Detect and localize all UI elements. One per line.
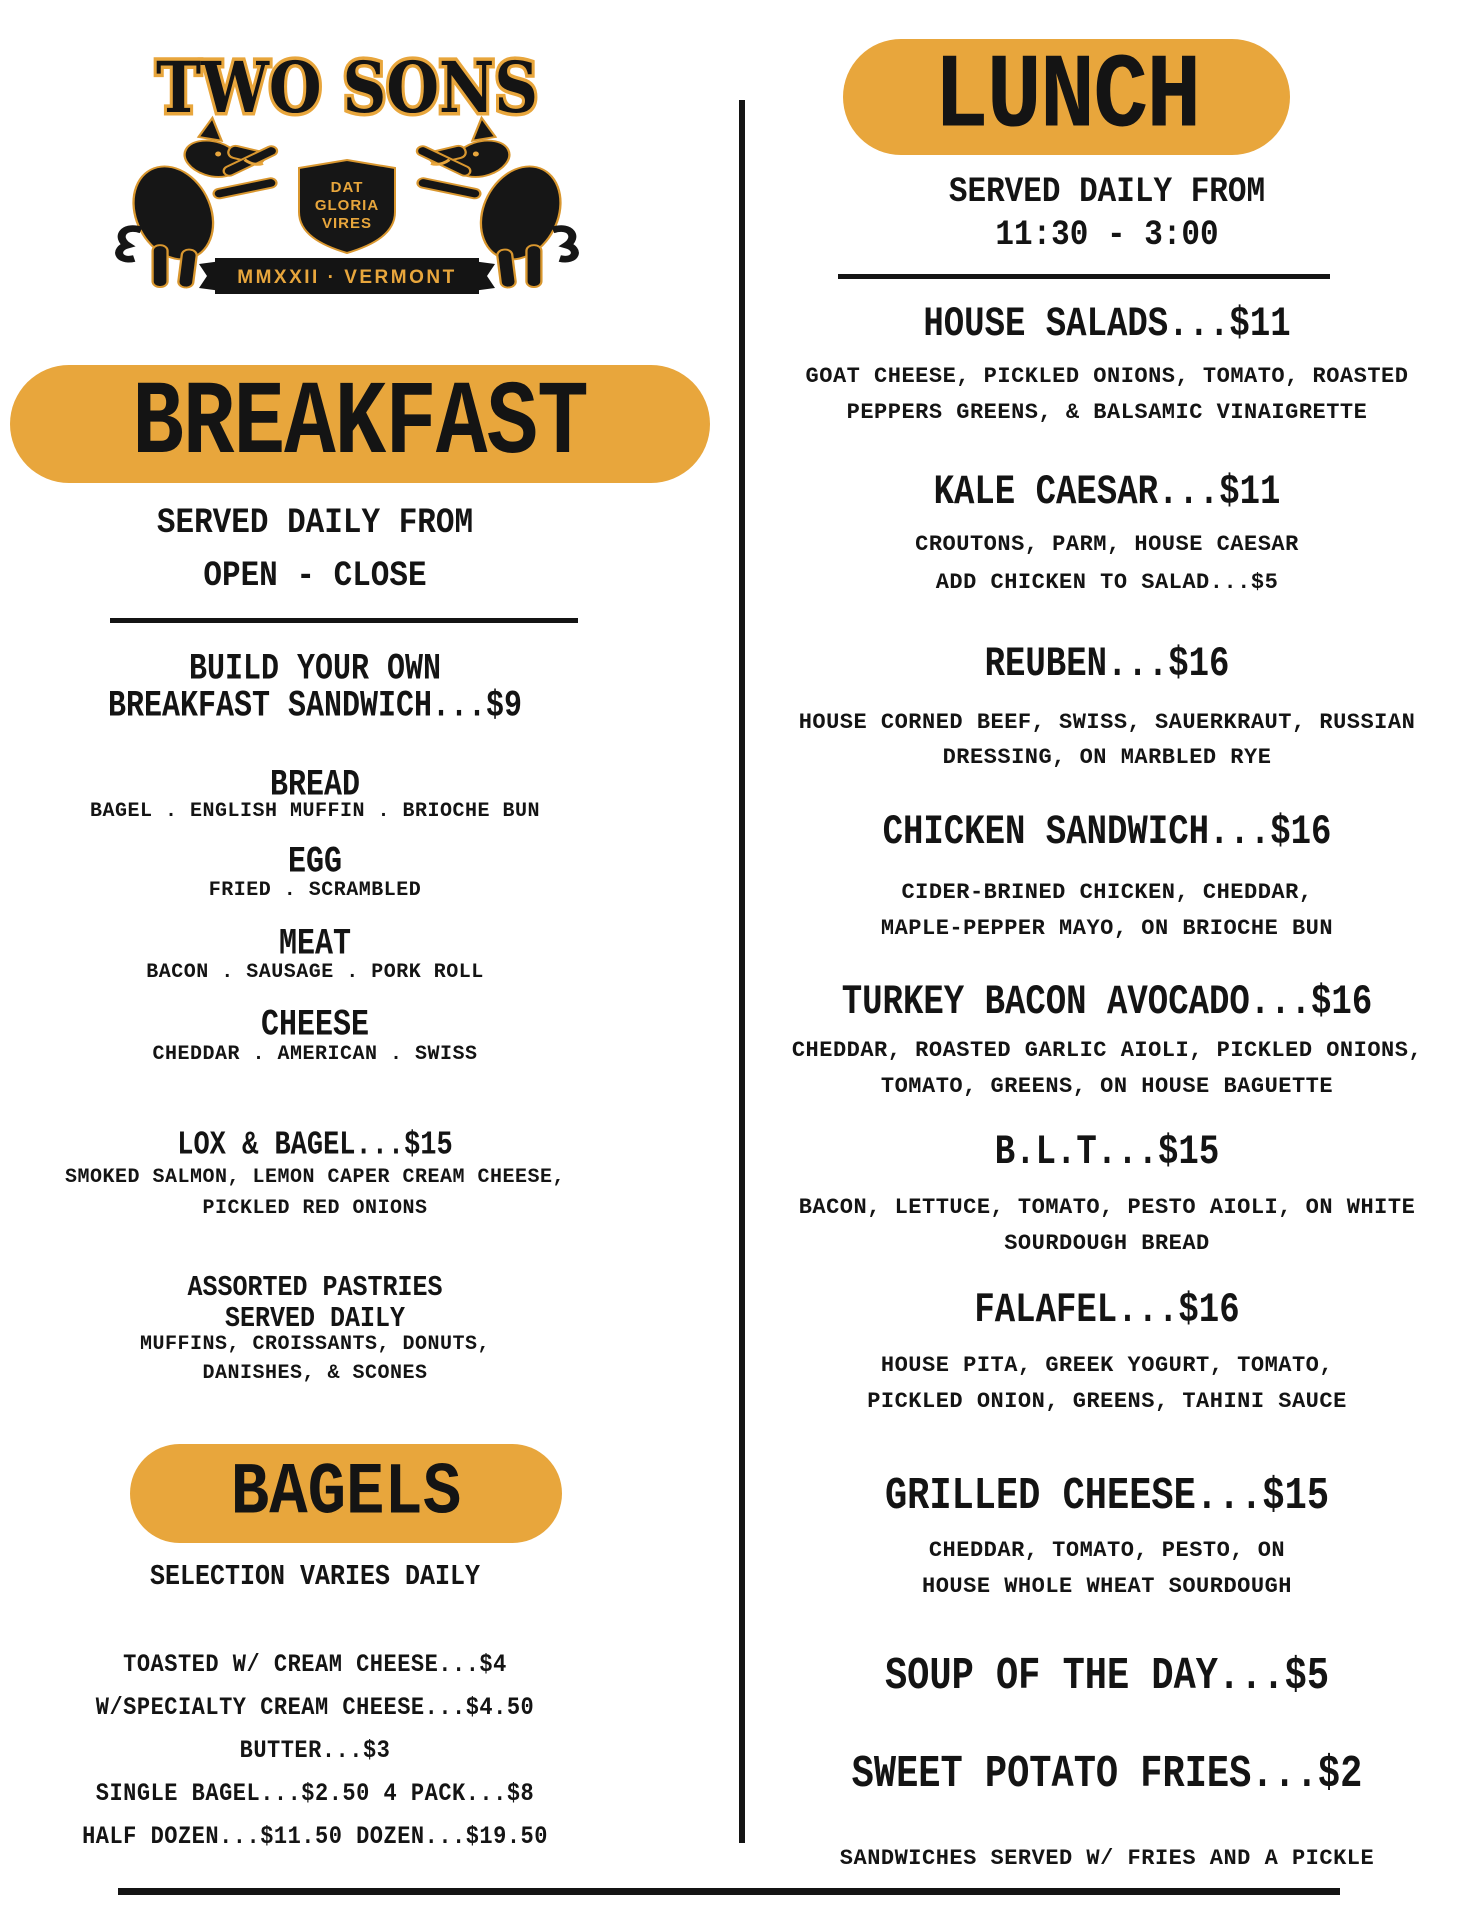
founding-banner [199,258,495,294]
menu-item-desc: MAPLE-PEPPER MAYO, ON BRIOCHE BUN [880,916,1334,941]
breakfast-served-line-2: OPEN - CLOSE [203,556,427,597]
menu-item-title: GRILLED CHEESE...$15 [884,1471,1330,1523]
breakfast-header-pill [10,365,710,483]
bagels-header-pill [130,1444,562,1543]
option-title: MEAT [278,924,351,966]
breakfast-served-line-1: SERVED DAILY FROM [156,503,474,544]
option-desc: FRIED . SCRAMBLED [208,879,422,902]
menu-item-desc: GOAT CHEESE, PICKLED ONIONS, TOMATO, ROASTED [805,364,1409,389]
option-desc: BACON . SAUSAGE . PORK ROLL [146,961,484,984]
bagels-price-line: BUTTER...$3 [239,1736,391,1765]
bagels-subtitle: SELECTION VARIES DAILY [149,1559,481,1594]
option-title: BREAD [269,765,360,807]
option-desc: BAGEL . ENGLISH MUFFIN . BRIOCHE BUN [89,800,541,823]
menu-item-title: TURKEY BACON AVOCADO...$16 [841,979,1373,1027]
option-title: CHEESE [260,1005,370,1047]
motto-line-2: GLORIA [314,197,380,214]
menu-item-desc: SMOKED SALMON, LEMON CAPER CREAM CHEESE, [64,1166,566,1189]
menu-item-title: LOX & BAGEL...$15 [177,1127,453,1165]
motto-line-1: DAT [330,179,364,196]
menu-item-desc: HOUSE PITA, GREEK YOGURT, TOMATO, [880,1353,1334,1378]
lunch-section-rule [838,274,1330,279]
menu-item-title: KALE CAESAR...$11 [933,469,1281,517]
founding-banner-text: MMXXII · VERMONT [237,267,457,288]
menu-item-desc: PICKLED ONION, GREENS, TAHINI SAUCE [867,1389,1347,1414]
lunch-header-pill [843,36,1290,158]
menu-item-desc: PEPPERS GREENS, & BALSAMIC VINAIGRETTE [846,400,1368,425]
menu-item-desc: DANISHES, & SCONES [202,1362,428,1385]
menu-item-title: FALAFEL...$16 [974,1287,1240,1335]
menu-item-desc: CHEDDAR, ROASTED GARLIC AIOLI, PICKLED ONIONS, [791,1038,1423,1063]
lunch-title: LUNCH [933,36,1200,158]
motto-line-3: VIRES [321,215,373,232]
menu-item-desc: HOUSE WHOLE WHEAT SOURDOUGH [922,1574,1292,1599]
lunch-served-line-1: SERVED DAILY FROM [948,172,1266,213]
option-title: EGG [287,842,342,884]
menu-item-title: REUBEN...$16 [984,641,1230,689]
logo-wordmark: TWO SONS [156,46,538,129]
menu-item-desc: PICKLED RED ONIONS [202,1197,428,1220]
bagels-price-line: TOASTED W/ CREAM CHEESE...$4 [123,1650,507,1679]
menu-item-desc: MUFFINS, CROISSANTS, DONUTS, [139,1333,491,1356]
breakfast-title: BREAKFAST [132,364,588,484]
menu-item-title: CHICKEN SANDWICH...$16 [882,809,1332,857]
bagels-price-line: HALF DOZEN...$11.50 DOZEN...$19.50 [82,1822,548,1851]
menu-item-title: SWEET POTATO FRIES...$2 [851,1749,1363,1801]
column-divider [739,100,745,1843]
menu-item-desc: CROUTONS, PARM, HOUSE CAESAR [915,532,1299,557]
bagels-title: BAGELS [230,1452,462,1535]
menu-item-desc: CHEDDAR, TOMATO, PESTO, ON [928,1538,1286,1563]
menu-item-title: ASSORTED PASTRIES [187,1270,443,1305]
lunch-footnote: SANDWICHES SERVED W/ FRIES AND A PICKLE [839,1846,1375,1871]
menu-item-title: HOUSE SALADS...$11 [923,301,1291,349]
menu-item-title: B.L.T...$15 [994,1129,1220,1177]
menu-item-title: BUILD YOUR OWN [188,649,442,691]
menu-item-title: SOUP OF THE DAY...$5 [884,1651,1330,1703]
two-sons-logo [97,46,597,296]
breakfast-section-rule [110,618,578,623]
menu-item-desc: BACON, LETTUCE, TOMATO, PESTO AIOLI, ON WHITE [798,1195,1416,1220]
menu-item-desc: TOMATO, GREENS, ON HOUSE BAGUETTE [880,1074,1334,1099]
menu-item-desc: SOURDOUGH BREAD [1004,1231,1210,1256]
menu-item-desc: CIDER-BRINED CHICKEN, CHEDDAR, [901,880,1313,905]
menu-item-title: BREAKFAST SANDWICH...$9 [107,686,523,728]
lunch-served-line-2: 11:30 - 3:00 [995,215,1219,256]
page-bottom-rule [118,1888,1340,1895]
menu-item-desc: HOUSE CORNED BEEF, SWISS, SAUERKRAUT, RUSSIAN [798,710,1416,735]
menu-item-title: SERVED DAILY [224,1301,406,1336]
bagels-price-line: W/SPECIALTY CREAM CHEESE...$4.50 [95,1693,535,1722]
crest-shield-icon [299,160,395,253]
menu-item-desc: ADD CHICKEN TO SALAD...$5 [935,570,1279,595]
menu-item-desc: DRESSING, ON MARBLED RYE [942,745,1272,770]
option-desc: CHEDDAR . AMERICAN . SWISS [152,1043,478,1066]
bagels-price-line: SINGLE BAGEL...$2.50 4 PACK...$8 [95,1779,535,1808]
